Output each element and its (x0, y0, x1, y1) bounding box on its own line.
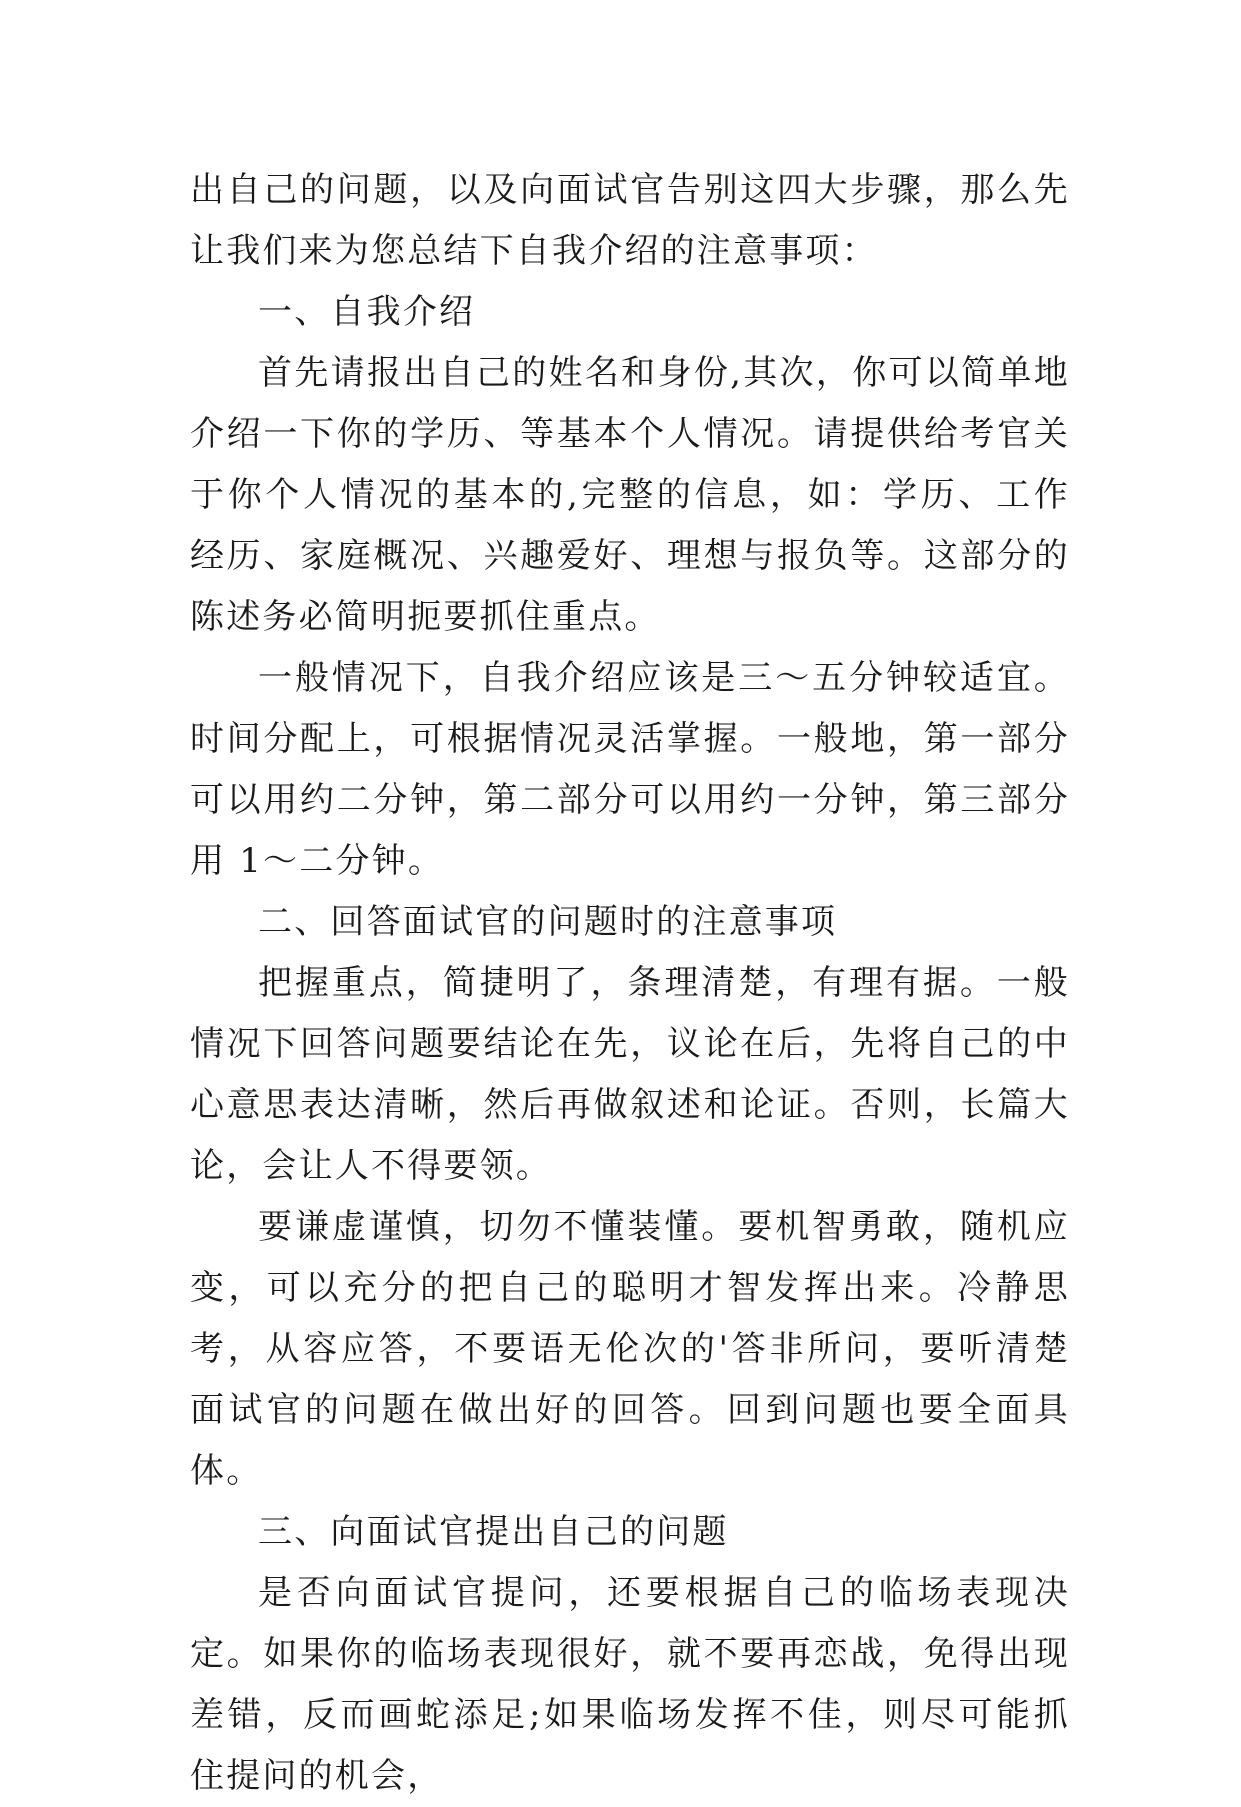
heading-answering-questions: 二、回答面试官的问题时的注意事项 (258, 902, 838, 942)
paragraph-key-points: 把握重点，简捷明了，条理清楚，有理有据。一般情况下回答问题要结论在先，议论在后，先将自己的中心意思表达清晰，然后再做叙述和论证。否则，长篇大论，会让人不得要领。 (190, 963, 1070, 1186)
paragraph-modesty: 要谦虚谨慎，切勿不懂装懂。要机智勇敢，随机应变，可以充分的把自己的聪明才智发挥出来。冷静思考，从容应答，不要语无伦次的'答非所问，要听清楚面试官的问题在做出好的回答。回到问题也要全面具体。 (190, 1207, 1070, 1491)
document-body (190, 160, 1070, 1807)
paragraph-asking-decision: 是否向面试官提问，还要根据自己的临场表现决定。如果你的临场表现很好，就不要再恋战，免得出现差错，反而画蛇添足;如果临场发挥不佳，则尽可能抓住提问的机会， (190, 1573, 1070, 1796)
heading-self-introduction: 一、自我介绍 (258, 292, 476, 332)
paragraph-time-allocation: 一般情况下，自我介绍应该是三～五分钟较适宜。时间分配上，可根据情况灵活掌握。一般地，第一部分可以用约二分钟，第二部分可以用约一分钟，第三部分用 1～二分钟。 (190, 658, 1070, 881)
paragraph-continuation: 出自己的问题，以及向面试官告别这四大步骤，那么先让我们来为您总结下自我介绍的注意事项： (190, 170, 1070, 271)
paragraph-self-introduction-content: 首先请报出自己的姓名和身份,其次，你可以简单地介绍一下你的学历、等基本个人情况。请提供给考官关于你个人情况的基本的,完整的信息，如：学历、工作经历、家庭概况、兴趣爱好、理想与报负等。这部分的陈述务必简明扼要抓住重点。 (190, 353, 1070, 637)
heading-asking-questions: 三、向面试官提出自己的问题 (258, 1512, 729, 1552)
